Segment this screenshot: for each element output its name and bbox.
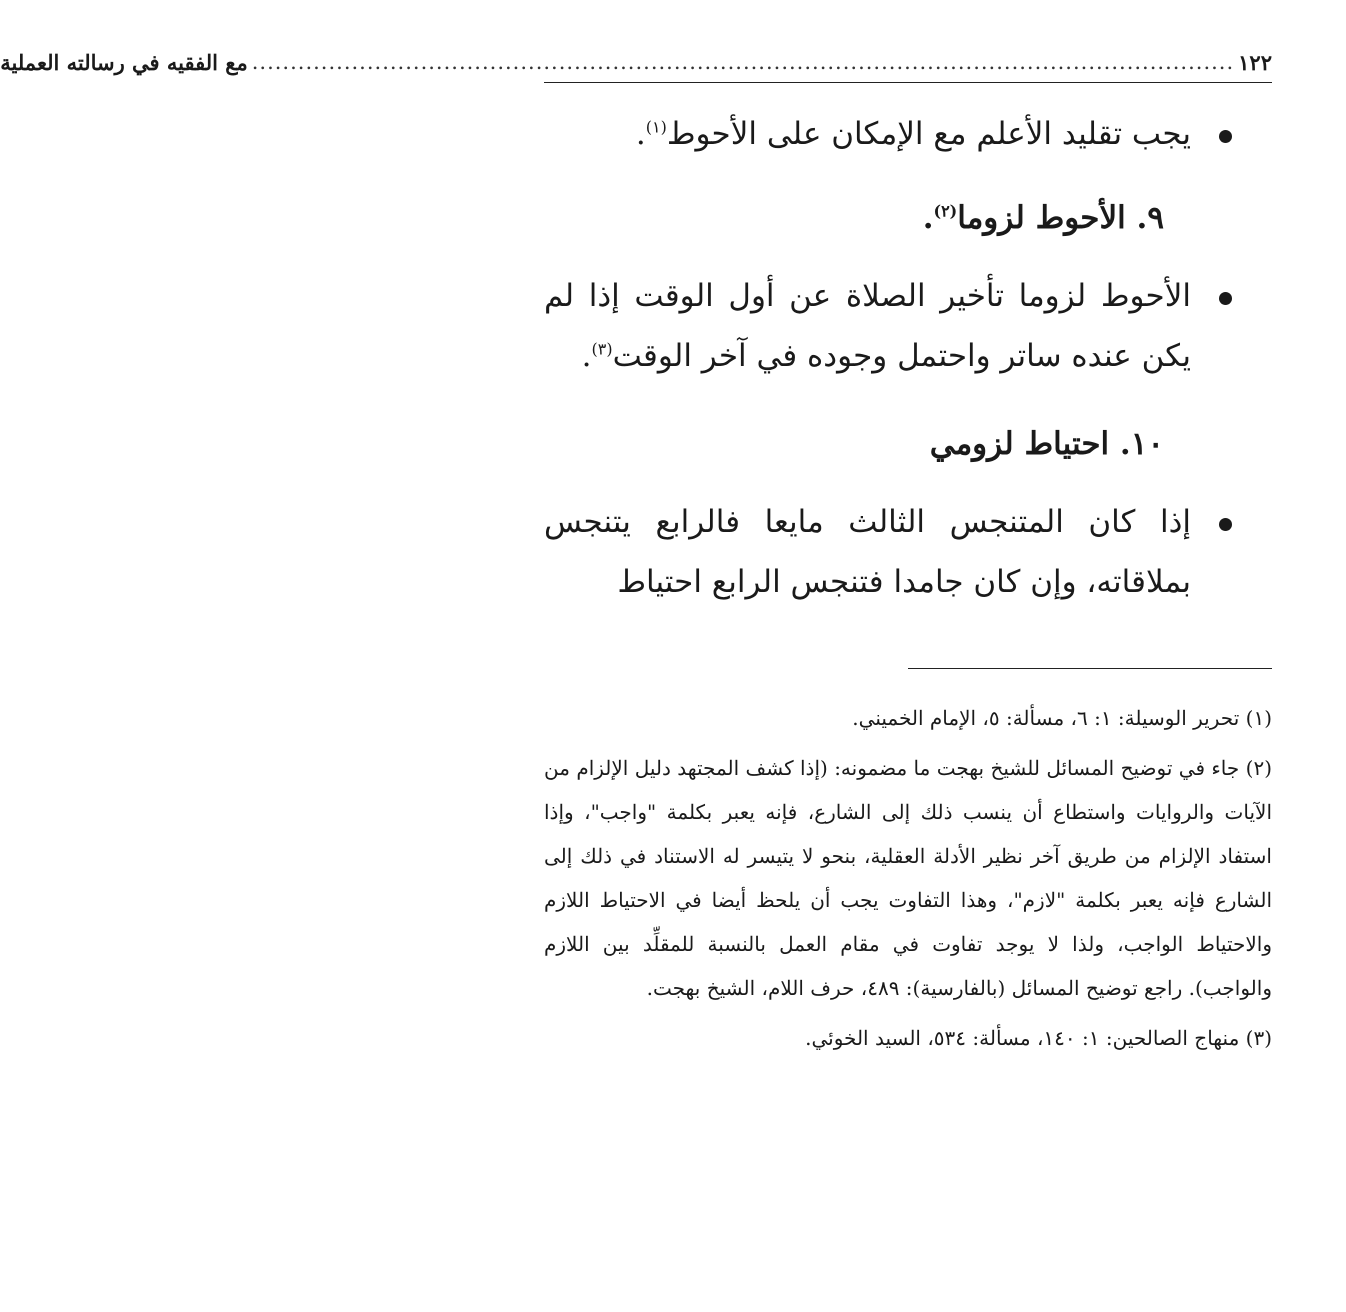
bullet-item-1 <box>544 104 1232 164</box>
footnote-3: (٣) منهاج الصالحين: ١: ١٤٠، مسألة: ٥٣٤، السيد الخوئي. <box>805 1026 1272 1050</box>
running-title: مع الفقيه في رسالته العملية <box>0 49 248 75</box>
heading-10-text: ١٠. احتياط لزومي <box>929 426 1164 462</box>
footnote-ref-1[interactable]: (١) <box>645 117 667 137</box>
heading-9-text: ٩. الأحوط لزوما <box>957 200 1164 236</box>
bullet-icon <box>1219 518 1232 531</box>
bullet-1-end: . <box>635 116 646 152</box>
footnote-ref-2[interactable]: (٢) <box>933 201 958 221</box>
bullet-item-2 <box>544 266 1232 386</box>
bullet-2-text: الأحوط لزوما تأخير الصلاة عن أول الوقت إذا لم يكن عنده ساتر واحتمل وجوده في آخر الوقت <box>544 278 1191 374</box>
page-header <box>0 42 1272 83</box>
footnote-ref-3[interactable]: (٣) <box>591 339 613 359</box>
section-heading-10 <box>544 414 1164 474</box>
heading-9-end: . <box>922 200 934 236</box>
bullet-3-text: إذا كان المتنجس الثالث مايعا فالرابع يتنجس بملاقاته، وإن كان جامدا فتنجس الرابع احتياط <box>544 504 1191 600</box>
footnote-separator <box>908 668 1272 669</box>
bullet-text-1 <box>544 104 1191 164</box>
page-number: ١٢٢ <box>1238 49 1272 75</box>
bullet-item-3 <box>544 492 1232 612</box>
footnotes <box>544 696 1272 1066</box>
main-text <box>544 100 1272 612</box>
bullet-2-end: . <box>581 338 592 374</box>
bullet-1-text: يجب تقليد الأعلم مع الإمكان على الأحوط <box>666 116 1191 152</box>
footnote-1: (١) تحرير الوسيلة: ١: ٦، مسألة: ٥، الإمام الخميني. <box>852 706 1272 730</box>
footnote-2: (٢) جاء في توضيح المسائل للشيخ بهجت ما مضمونه: (إذا كشف المجتهد دليل الإلزام من الآيات والروايات واستطاع أن ينسب ذلك إلى الشارع، فإنه يعبر بكلمة "واجب"، وإذا استفاد الإلزام من طريق آخر نظير الأدلة العقلية، بنحو لا يتيسر له الاستناد في ذلك إلى الشارع فإنه يعبر بكلمة "لازم"، وهذا التفاوت يجب أن يلحظ أيضا في الاحتياط اللازم والاحتياط الواجب، ولذا لا يوجد تفاوت في مقام العمل بالنسبة للمقلِّد بين اللازم والواجب). راجع توضيح المسائل (بالفارسية): ٤٨٩، حرف اللام، الشيخ بهجت. <box>544 756 1272 1000</box>
bullet-text-3 <box>544 492 1191 612</box>
header-leader-dots: ................................................................................................................................ <box>251 50 1235 74</box>
bullet-icon <box>1219 130 1232 143</box>
section-heading-9 <box>544 188 1164 248</box>
bullet-text-2 <box>544 266 1191 386</box>
bullet-icon <box>1219 292 1232 305</box>
